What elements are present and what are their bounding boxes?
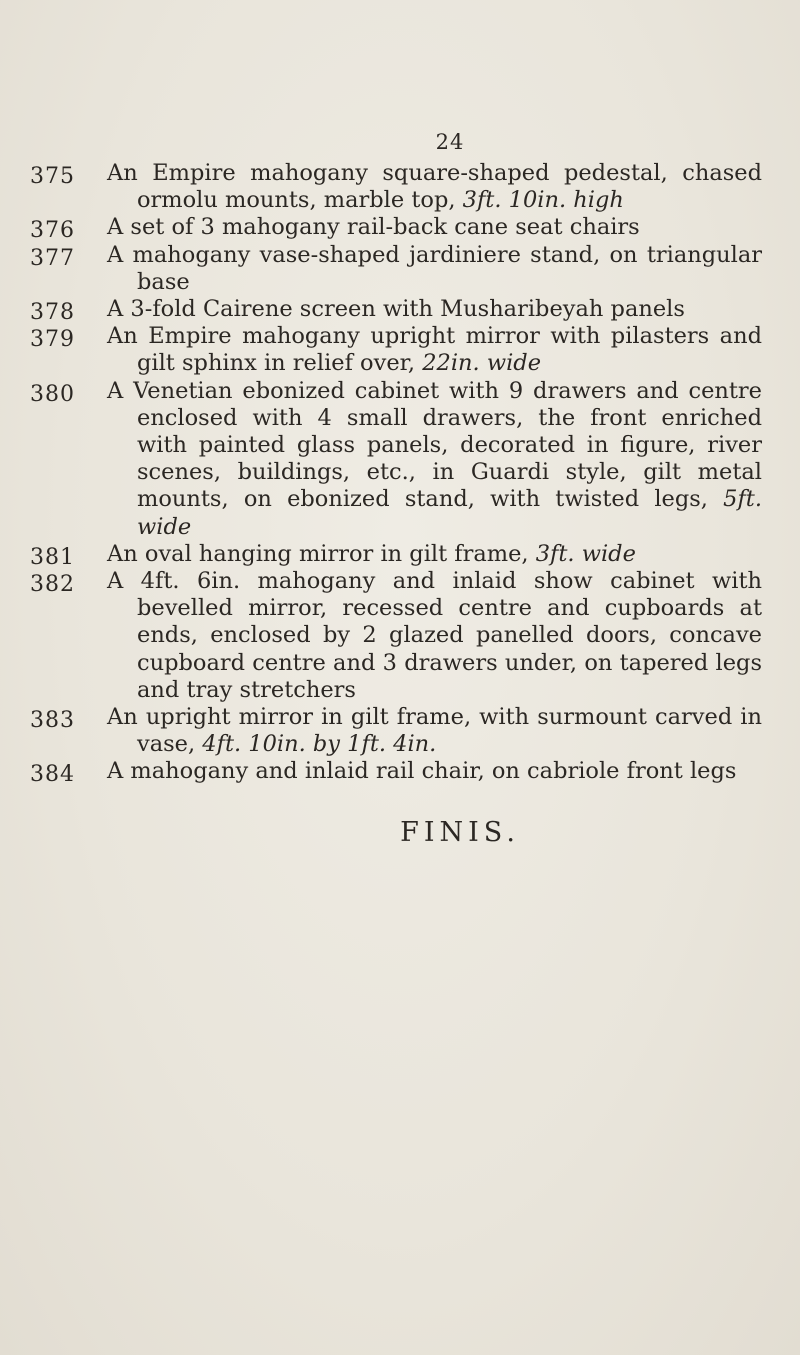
- lot-dimensions: 22in. wide: [422, 350, 542, 377]
- lot-number: 378: [30, 300, 75, 326]
- lot-dimensions: 5ft. wide: [137, 486, 762, 540]
- lot-item: [0, 704, 800, 758]
- lot-number: 379: [30, 327, 75, 353]
- lot-description: A set of 3 mahogany rail-back cane seat chairs: [107, 214, 640, 241]
- lot-list: [0, 160, 800, 786]
- finis-text: FINIS.: [400, 817, 520, 848]
- lot-dimensions: 3ft. 10in. high: [462, 187, 624, 214]
- lot-item: [0, 541, 800, 568]
- lot-description: A mahogany vase-shaped jardiniere stand, on triangular base: [107, 241, 762, 295]
- lot-description: An Empire mahogany upright mirror with pilasters and gilt sphinx in relief over, 22in. wide: [107, 323, 762, 377]
- lot-description: A mahogany and inlaid rail chair, on cabriole front legs: [107, 758, 737, 785]
- page-number: 24: [435, 130, 465, 154]
- lot-number: 376: [30, 218, 75, 244]
- lot-item: [0, 160, 800, 214]
- lot-dimensions: 4ft. 10in. by 1ft. 4in.: [202, 731, 437, 758]
- lot-number: 384: [30, 762, 75, 788]
- lot-number: 383: [30, 708, 75, 734]
- lot-item: [0, 758, 800, 788]
- lot-description: An upright mirror in gilt frame, with surmount carved in vase, 4ft. 10in. by 1ft. 4in.: [107, 704, 762, 758]
- lot-item: [0, 378, 800, 541]
- lot-number: 382: [30, 572, 75, 598]
- lot-description: An oval hanging mirror in gilt frame, 3ft. wide: [107, 540, 636, 567]
- lot-number: 375: [30, 164, 75, 189]
- lot-item: [0, 323, 800, 377]
- lot-description: An Empire mahogany square-shaped pedestal, chased ormolu mounts, marble top, 3ft. 10in. high: [107, 160, 762, 214]
- lot-dimensions: 3ft. wide: [535, 540, 636, 567]
- lot-description: A 4ft. 6in. mahogany and inlaid show cabinet with bevelled mirror, recessed centre and cupboards at ends, enclosed by 2 glazed panelled doors, concave cupboard centre and 3 drawers under, on tapered legs and tray stretchers: [107, 568, 762, 703]
- lot-number: 381: [30, 544, 75, 570]
- lot-item: [0, 296, 800, 326]
- lot-number: 380: [30, 381, 75, 407]
- lot-item: [0, 568, 800, 704]
- lot-item: [0, 242, 800, 296]
- lot-item: [0, 214, 800, 244]
- lot-description: A Venetian ebonized cabinet with 9 drawers and centre enclosed with 4 small drawers, the front enriched with painted glass panels, decorated in figure, river scenes, buildings, etc., in Guardi style, gilt metal mounts, on ebonized stand, with twisted legs, 5ft. wide: [107, 377, 762, 540]
- lot-number: 377: [30, 245, 75, 271]
- lot-description: A 3-fold Cairene screen with Musharibeyah panels: [107, 296, 685, 323]
